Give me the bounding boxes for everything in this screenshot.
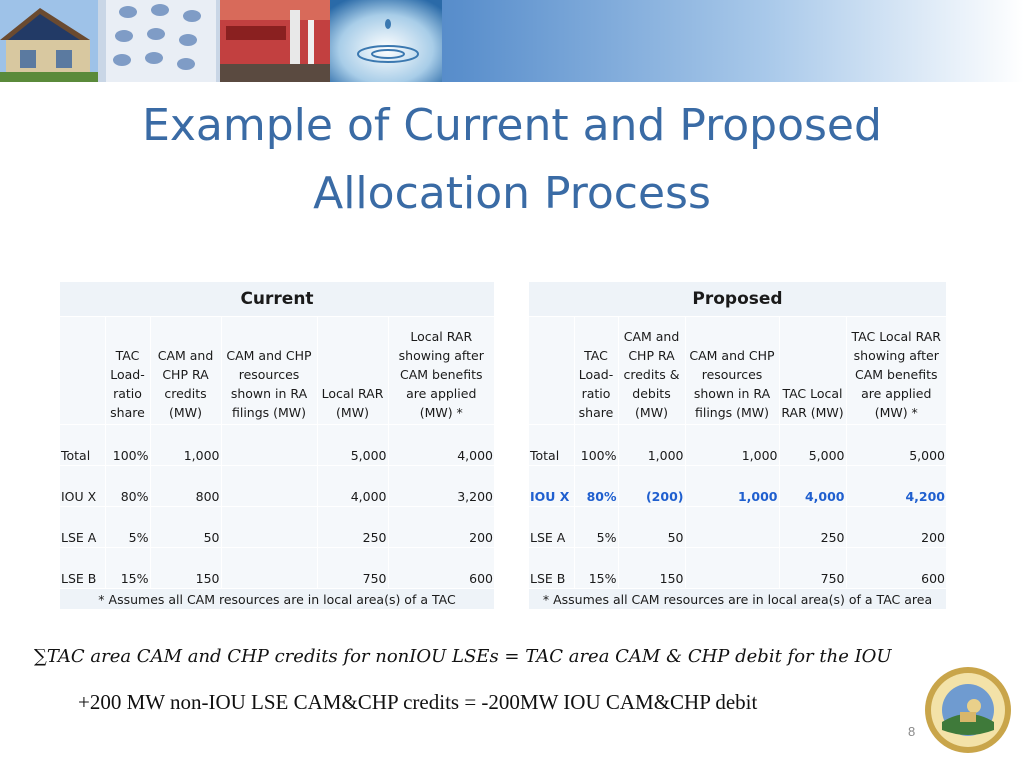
slide-title: Example of Current and Proposed Allocation Process xyxy=(142,100,882,219)
column-header xyxy=(60,317,105,425)
table-cell: 50 xyxy=(150,507,221,548)
table-cell xyxy=(685,507,779,548)
current-footnote: * Assumes all CAM resources are in local area(s) of a TAC xyxy=(60,589,494,610)
page-number: 8 xyxy=(908,724,916,739)
current-heading: Current xyxy=(60,282,494,317)
column-header: Local RAR (MW) xyxy=(317,317,388,425)
train-photo xyxy=(220,0,330,82)
table-cell: 4,000 xyxy=(388,425,494,466)
table-cell: LSE A xyxy=(529,507,574,548)
table-cell: 4,000 xyxy=(779,466,846,507)
table-row xyxy=(60,548,494,589)
proposed-heading: Proposed xyxy=(529,282,946,317)
column-header: TAC Local RAR showing after CAM benefits are applied (MW) * xyxy=(846,317,946,425)
column-header: Local RAR showing after CAM benefits are applied (MW) * xyxy=(388,317,494,425)
table-row xyxy=(529,548,946,589)
table-cell: 200 xyxy=(846,507,946,548)
header-banner xyxy=(0,0,1024,82)
table-cell: 150 xyxy=(618,548,685,589)
table-cell: 200 xyxy=(388,507,494,548)
phone-keypad-photo xyxy=(98,0,220,82)
table-cell: 150 xyxy=(150,548,221,589)
cpuc-seal-logo xyxy=(924,666,1012,754)
column-header: CAM and CHP resources shown in RA filings (MW) xyxy=(221,317,317,425)
table-cell: 800 xyxy=(150,466,221,507)
table-row xyxy=(60,466,494,507)
table-cell: 1,000 xyxy=(618,425,685,466)
table-cell: 250 xyxy=(317,507,388,548)
table-row xyxy=(529,507,946,548)
table-cell: 750 xyxy=(779,548,846,589)
summation-equation: ∑TAC area CAM and CHP credits for nonIOU LSEs = TAC area CAM & CHP debit for the IOU xyxy=(34,646,892,667)
table-cell: LSE B xyxy=(529,548,574,589)
table-cell: 250 xyxy=(779,507,846,548)
table-cell: 4,000 xyxy=(317,466,388,507)
current-column-headers xyxy=(60,317,494,425)
table-cell: 15% xyxy=(105,548,150,589)
table-cell: LSE B xyxy=(60,548,105,589)
house-solar-photo xyxy=(0,0,98,82)
table-cell: 1,000 xyxy=(685,466,779,507)
column-header: TAC Load-ratio share xyxy=(105,317,150,425)
table-row xyxy=(60,425,494,466)
column-header: TAC Local RAR (MW) xyxy=(779,317,846,425)
current-table xyxy=(60,282,494,609)
table-cell: 5,000 xyxy=(779,425,846,466)
credit-debit-equation: +200 MW non-IOU LSE CAM&CHP credits = -200MW IOU CAM&CHP debit xyxy=(78,690,758,714)
column-header: CAM and CHP RA credits & debits (MW) xyxy=(618,317,685,425)
proposed-table xyxy=(529,282,946,609)
table-cell: 3,200 xyxy=(388,466,494,507)
table-cell: 50 xyxy=(618,507,685,548)
table-row xyxy=(60,507,494,548)
table-cell: 1,000 xyxy=(150,425,221,466)
table-cell: 5,000 xyxy=(317,425,388,466)
table-cell xyxy=(685,548,779,589)
table-cell: Total xyxy=(60,425,105,466)
table-cell: 600 xyxy=(846,548,946,589)
table-cell: 80% xyxy=(574,466,618,507)
column-header: TAC Load-ratio share xyxy=(574,317,618,425)
table-cell: Total xyxy=(529,425,574,466)
table-cell: LSE A xyxy=(60,507,105,548)
table-cell: 1,000 xyxy=(685,425,779,466)
table-cell: 80% xyxy=(105,466,150,507)
table-row-highlighted xyxy=(529,466,946,507)
table-cell: 100% xyxy=(105,425,150,466)
proposed-column-headers xyxy=(529,317,946,425)
table-row xyxy=(529,425,946,466)
table-cell: 4,200 xyxy=(846,466,946,507)
table-cell: 5% xyxy=(574,507,618,548)
table-cell xyxy=(221,425,317,466)
table-cell: 5% xyxy=(105,507,150,548)
table-cell: 750 xyxy=(317,548,388,589)
table-cell: 100% xyxy=(574,425,618,466)
table-cell: 600 xyxy=(388,548,494,589)
column-header: CAM and CHP RA credits (MW) xyxy=(150,317,221,425)
table-cell xyxy=(221,507,317,548)
column-header: CAM and CHP resources shown in RA filings (MW) xyxy=(685,317,779,425)
table-cell: 5,000 xyxy=(846,425,946,466)
table-cell xyxy=(221,548,317,589)
table-cell: (200) xyxy=(618,466,685,507)
water-drop-photo xyxy=(330,0,442,82)
proposed-footnote: * Assumes all CAM resources are in local area(s) of a TAC area xyxy=(529,589,946,610)
table-cell: IOU X xyxy=(60,466,105,507)
column-header xyxy=(529,317,574,425)
table-cell xyxy=(221,466,317,507)
table-cell: 15% xyxy=(574,548,618,589)
table-cell: IOU X xyxy=(529,466,574,507)
